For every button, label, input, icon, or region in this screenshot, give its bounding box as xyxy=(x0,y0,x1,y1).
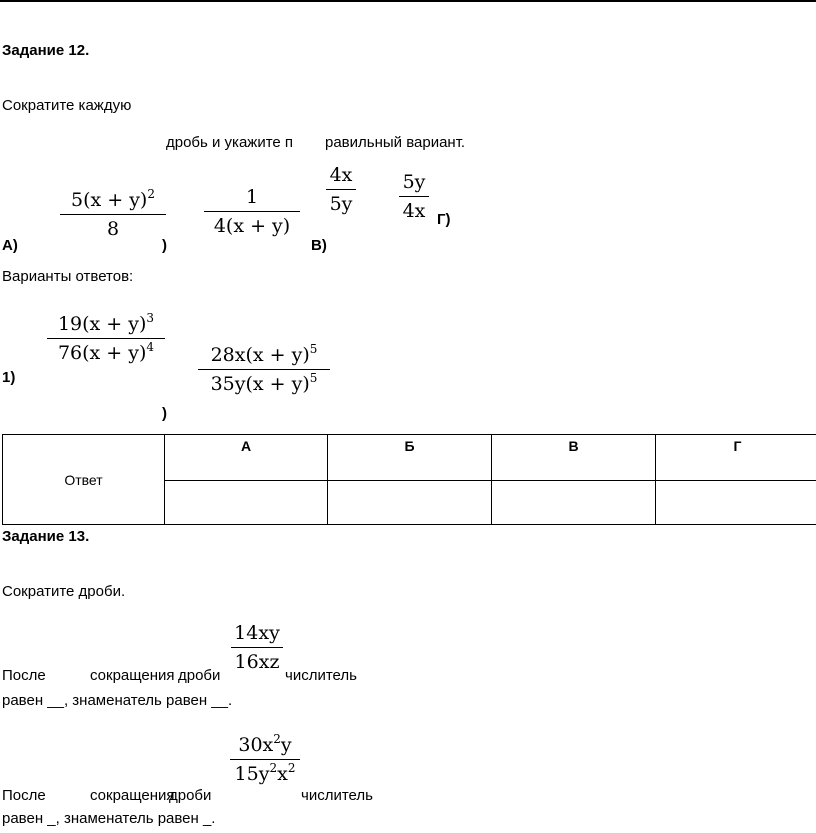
task-12-instruction-part3: равильный вариант. xyxy=(325,134,466,151)
task-13-fraction-2: $30x^2y$ $15y^2x^2$ xyxy=(230,734,300,785)
label-g: Г) xyxy=(437,211,451,228)
item-1-word-2: сокращения xyxy=(90,667,175,684)
answer-cell-v[interactable] xyxy=(492,481,656,525)
item-1-line2: равен __, знаменатель равен __. xyxy=(2,692,233,709)
label-b: ) xyxy=(162,237,167,254)
task-13-fraction-1: 14xy 16xz xyxy=(231,622,283,673)
fraction-v: 4x 5y xyxy=(326,164,356,215)
item-2-line2: равен _, знаменатель равен _. xyxy=(2,810,216,827)
item-1-word-3: дроби xyxy=(178,667,221,684)
option-1-label: 1) xyxy=(2,369,16,386)
fraction-b: 1 4(x + y) xyxy=(204,186,300,237)
answer-cell-b[interactable] xyxy=(328,481,492,525)
top-border-line xyxy=(0,0,816,2)
table-header-a: А xyxy=(165,435,328,481)
task-13-title: Задание 13. xyxy=(2,528,90,545)
task-12-instruction-part2: дробь и укажите п xyxy=(166,134,294,151)
options-title: Варианты ответов: xyxy=(2,268,134,285)
label-a: А) xyxy=(2,237,18,254)
task-12-instruction-part1: Сократите каждую xyxy=(2,97,132,114)
item-2-word-1: После xyxy=(2,787,46,804)
item-2-word-2: сокращения xyxy=(90,787,175,804)
item-2-word-3: дроби xyxy=(169,787,212,804)
table-header-g: Г xyxy=(656,435,816,481)
answer-row-label: Ответ xyxy=(3,435,165,525)
fraction-a: $5(x + y)^2$ 8 xyxy=(60,189,166,240)
item-1-suffix: числитель xyxy=(285,667,357,684)
answer-table xyxy=(2,434,816,525)
table-header-b: Б xyxy=(328,435,492,481)
option-1-fraction: $19(x + y)^3$ $76(x + y)^4$ xyxy=(47,313,165,364)
item-2-suffix: числитель xyxy=(301,787,373,804)
option-2-label: ) xyxy=(162,405,167,422)
item-1-word-1: После xyxy=(2,667,46,684)
answer-cell-a[interactable] xyxy=(165,481,328,525)
answer-cell-g[interactable] xyxy=(656,481,816,525)
label-v: В) xyxy=(311,237,327,254)
task-12-title: Задание 12. xyxy=(2,42,90,59)
option-2-fraction: $28x(x + y)^5$ $35y(x + y)^5$ xyxy=(198,344,330,395)
task-13-instruction: Сократите дроби. xyxy=(2,583,126,600)
table-header-v: В xyxy=(492,435,656,481)
fraction-g: 5y 4x xyxy=(399,171,429,222)
